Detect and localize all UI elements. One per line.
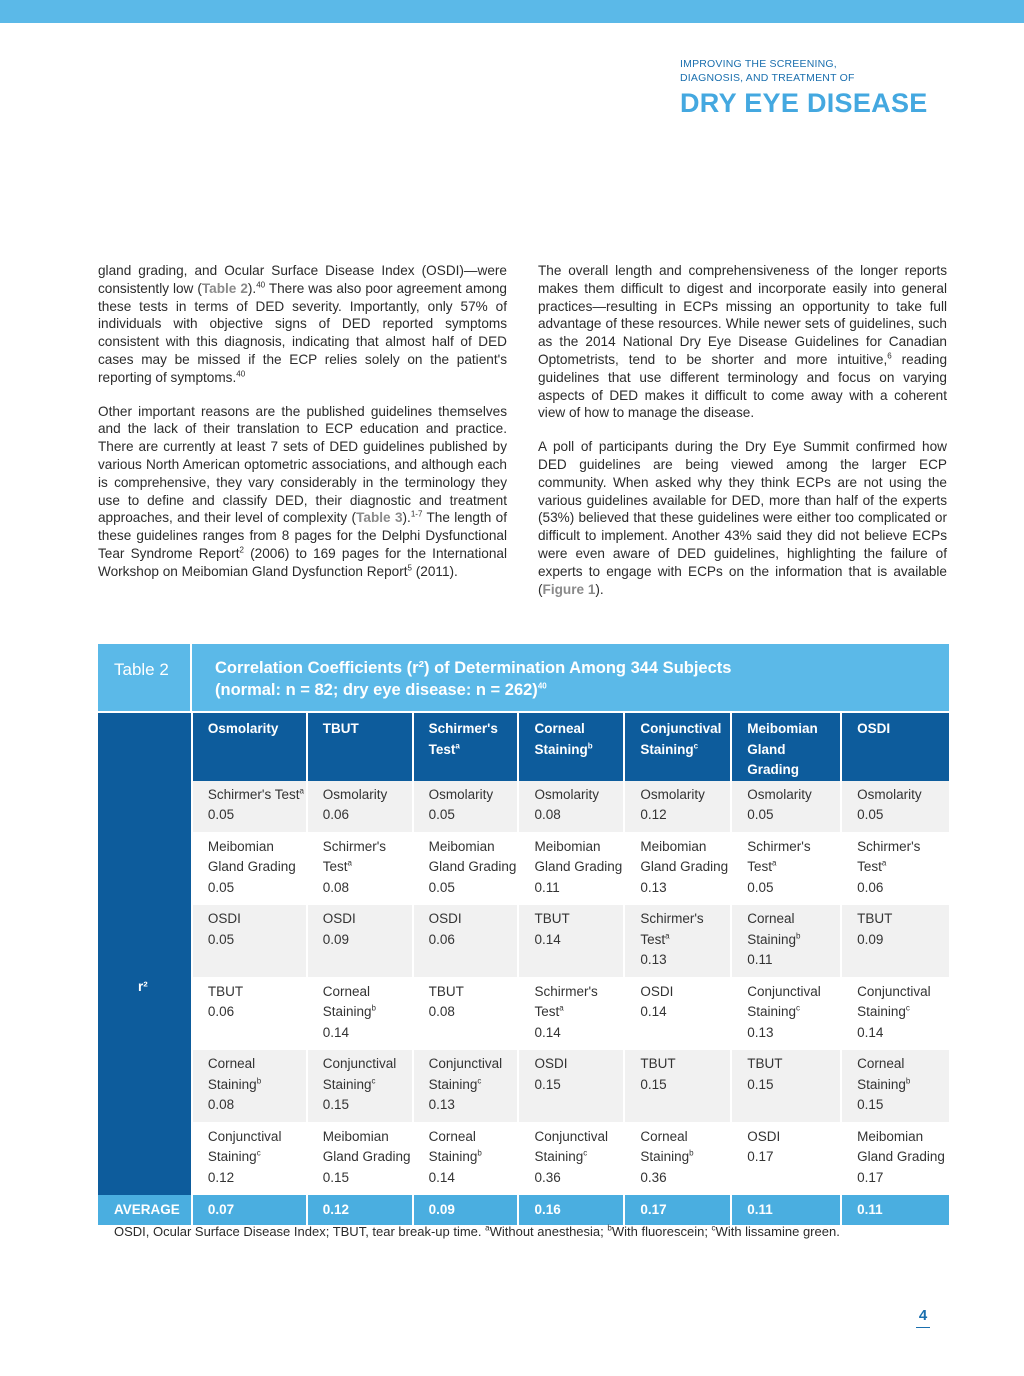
cell-value: 0.36: [534, 1169, 561, 1185]
table-title: Correlation Coefficients (r²) of Determination Among 344 Subjects (normal: n = 82; dry eye disease: n = 262)$^{40}$: [215, 659, 732, 699]
cell-value: 0.09: [322, 931, 349, 947]
header-title: DRY EYE DISEASE: [680, 88, 928, 118]
table-cell: OSDI 0.06: [413, 905, 519, 978]
table-cell: Meibomian Gland Grading 0.17: [841, 1122, 949, 1195]
table-cell: Corneal Staining$^b$ 0.14: [307, 977, 413, 1050]
table-cell: TBUT 0.15: [731, 1050, 841, 1123]
average-value: 0.17: [624, 1195, 731, 1226]
cell-value: 0.14: [857, 1024, 884, 1040]
cell-value: 0.15: [747, 1076, 774, 1092]
table-cell: Osmolarity 0.08: [518, 781, 624, 833]
table-cell: TBUT 0.09: [841, 905, 949, 978]
cell-value: 0.05: [857, 807, 884, 822]
correlation-table: [98, 713, 949, 1225]
cell-value: 0.12: [207, 1169, 235, 1185]
cell-value: 0.17: [857, 1169, 884, 1185]
header-corner: [98, 713, 192, 781]
cell-value: 0.09: [857, 931, 884, 947]
header-subtitle-line1: IMPROVING THE SCREENING,: [680, 58, 837, 70]
table-cell: Corneal Staining$^b$ 0.15: [841, 1050, 949, 1123]
table-cell: Osmolarity 0.06: [307, 781, 413, 833]
cell-value: 0.06: [207, 1004, 235, 1019]
table-cell: Meibomian Gland Grading 0.13: [624, 832, 731, 905]
title-divider: [190, 644, 192, 711]
table-cell: Schirmer's Test$^a$ 0.14: [518, 977, 624, 1050]
column-header: Conjunctival Staining$^c$: [624, 713, 731, 781]
cell-value: 0.08: [534, 807, 561, 822]
column-header: Corneal Staining$^b$: [518, 713, 624, 781]
table-cell: Corneal Staining$^b$ 0.36: [624, 1122, 731, 1195]
table-cell: Conjunctival Staining$^c$ 0.14: [841, 977, 949, 1050]
paragraph: A poll of participants during the Dry Eye Summit confirmed how DED guidelines are being viewed among the larger ECP community. When asked why they think ECPs are not using the various guidelines available for DED, more than half of the experts (53%) believed that these guidelines were either too complicated or difficult to implement. Another 43% said they did not believe ECPs were even aware of DED guidelines, highlighting the failure of experts to engage with ECPs on the information that is available (Figure 1).: [538, 439, 947, 597]
cell-value: 0.06: [322, 807, 349, 822]
table-cell: TBUT 0.08: [413, 977, 519, 1050]
cell-value: 0.14: [322, 1024, 349, 1040]
cell-value: 0.05: [207, 879, 235, 895]
table-cell: Schirmer's Test$^a$ 0.05: [731, 832, 841, 905]
row-label-r2: r²: [98, 781, 192, 1195]
publication-header: [680, 57, 980, 118]
cell-value: 0.05: [747, 807, 774, 822]
cell-value: 0.05: [747, 879, 774, 895]
average-label: AVERAGE: [98, 1195, 192, 1226]
table-cell: Schirmer's Test$^a$ 0.05: [192, 781, 307, 833]
column-header: Schirmer's Test$^a$: [413, 713, 519, 781]
table-cell: TBUT 0.06: [192, 977, 307, 1050]
page-number-underline: [916, 1327, 930, 1328]
column-header: TBUT: [307, 713, 413, 781]
table-cell: Osmolarity 0.05: [413, 781, 519, 833]
average-value: 0.16: [518, 1195, 624, 1226]
table-cell: Corneal Staining$^b$ 0.11: [731, 905, 841, 978]
table-2-link[interactable]: Table 2: [201, 280, 248, 296]
table-3-link[interactable]: Table 3: [356, 510, 403, 526]
cell-value: 0.13: [428, 1097, 455, 1112]
table-title-bar: [98, 644, 949, 711]
average-value: 0.11: [841, 1195, 949, 1226]
table-cell: OSDI 0.05: [192, 905, 307, 978]
table-row: [98, 905, 949, 978]
figure-1-link[interactable]: Figure 1: [542, 581, 596, 597]
table-cell: Conjunctival Staining$^c$ 0.13: [413, 1050, 519, 1123]
table-cell: OSDI 0.15: [518, 1050, 624, 1123]
table-cell: Schirmer's Test$^a$ 0.06: [841, 832, 949, 905]
average-value: 0.12: [307, 1195, 413, 1226]
cell-value: 0.15: [534, 1076, 561, 1092]
cell-value: 0.14: [534, 931, 561, 947]
right-text-column: [538, 262, 947, 614]
table-cell: Schirmer's Test$^a$ 0.08: [307, 832, 413, 905]
cell-value: 0.13: [640, 952, 667, 967]
cell-value: 0.15: [857, 1097, 884, 1112]
cell-value: 0.13: [747, 1024, 774, 1040]
average-row: [98, 1195, 949, 1226]
table-label: Table 2: [114, 660, 169, 679]
cell-value: 0.08: [322, 879, 349, 895]
cell-value: 0.11: [534, 879, 560, 895]
table-cell: Osmolarity 0.05: [731, 781, 841, 833]
cell-value: 0.05: [428, 807, 455, 822]
cell-value: 0.14: [534, 1024, 561, 1040]
table-cell: Osmolarity 0.12: [624, 781, 731, 833]
table-cell: OSDI 0.14: [624, 977, 731, 1050]
table-row: [98, 1050, 949, 1123]
table-cell: OSDI 0.17: [731, 1122, 841, 1195]
table-row: [98, 1122, 949, 1195]
table-cell: TBUT 0.14: [518, 905, 624, 978]
cell-value: 0.05: [207, 807, 235, 822]
cell-value: 0.05: [207, 931, 235, 947]
cell-value: 0.12: [640, 807, 667, 822]
left-text-column: [98, 262, 507, 597]
paragraph: gland grading, and Ocular Surface Disease Index (OSDI)—were consistently low (Table 2).$^{40}$ There was also poor agreement among these tests in terms of DED severity. Importantly, only 57% of individuals with objective signs of DED reported symptoms consistent with this diagnosis, indicating that almost half of DED cases may be missed if the ECP relies solely on the patient's reporting of symptoms.$^{40}$: [98, 263, 507, 385]
header-subtitle-line2: DIAGNOSIS, AND TREATMENT OF: [680, 72, 855, 84]
table-cell: Meibomian Gland Grading 0.05: [192, 832, 307, 905]
table-row: [98, 977, 949, 1050]
paragraph: The overall length and comprehensiveness of the longer reports makes them difficult to digest and incorporate easily into general practices—resulting in ECPs missing an opportunity to take full advantage of these resources. While newer sets of guidelines, such as the 2014 National Dry Eye Disease Guidelines for Canadian Optometrists, tend to be shorter and more intuitive,$^6$ reading guidelines that use different terminology and focus on varying aspects of DED makes it difficult to come away with a coherent view of how to manage the disease.: [538, 263, 948, 421]
column-header: OSDI: [841, 713, 949, 781]
average-value: 0.09: [413, 1195, 519, 1226]
table-cell: Meibomian Gland Grading 0.15: [307, 1122, 413, 1195]
cell-value: 0.08: [207, 1097, 235, 1112]
table-row: [98, 832, 949, 905]
table-cell: OSDI 0.09: [307, 905, 413, 978]
table-cell: Conjunctival Staining$^c$ 0.13: [731, 977, 841, 1050]
paragraph: Other important reasons are the published guidelines themselves and the lack of their translation to ECP education and practice. There are currently at least 7 sets of DED guidelines published by various North American optometric associations, and although each is comprehensive, they vary considerably in the terminology they use to define and classify DED, their diagnostic and treatment approaches, and their level of complexity (Table 3).$^{1-7}$ The length of these guidelines ranges from 8 pages for the Delphi Dysfunctional Tear Syndrome Report$^2$ (2006) to 169 pages for the International Workshop on Meibomian Gland Dysfunction Report$^5$ (2011).: [98, 403, 507, 579]
cell-value: 0.06: [857, 879, 884, 895]
cell-value: 0.15: [640, 1076, 667, 1092]
average-value: 0.07: [192, 1195, 307, 1226]
average-value: 0.11: [731, 1195, 841, 1226]
cell-value: 0.11: [747, 952, 773, 967]
cell-value: 0.06: [428, 931, 455, 947]
cell-value: 0.36: [640, 1169, 667, 1185]
cell-value: 0.05: [428, 879, 455, 895]
table-cell: Osmolarity 0.05: [841, 781, 949, 833]
table-row: [98, 781, 949, 833]
table-cell: Corneal Staining$^b$ 0.14: [413, 1122, 519, 1195]
column-header: Meibomian Gland Grading: [731, 713, 841, 781]
table-footnote: OSDI, Ocular Surface Disease Index; TBUT, tear break-up time. $^a$Without anesthesia; $^b$With fluorescein; $^c$With lissamine green.: [114, 1223, 840, 1239]
table-cell: Schirmer's Test$^a$ 0.13: [624, 905, 731, 978]
cell-value: 0.14: [640, 1004, 667, 1019]
table-cell: Conjunctival Staining$^c$ 0.12: [192, 1122, 307, 1195]
cell-value: 0.14: [428, 1169, 455, 1185]
table-cell: Meibomian Gland Grading 0.11: [518, 832, 624, 905]
cell-value: 0.17: [747, 1149, 774, 1164]
table-cell: TBUT 0.15: [624, 1050, 731, 1123]
table-cell: Conjunctival Staining$^c$ 0.15: [307, 1050, 413, 1123]
table-cell: Conjunctival Staining$^c$ 0.36: [518, 1122, 624, 1195]
cell-value: 0.15: [322, 1169, 349, 1185]
cell-value: 0.08: [428, 1004, 455, 1019]
cell-value: 0.13: [640, 879, 667, 895]
table-header-row: [98, 713, 949, 781]
column-header: Osmolarity: [192, 713, 307, 781]
top-color-band: [0, 0, 1024, 23]
table-cell: Meibomian Gland Grading 0.05: [413, 832, 519, 905]
cell-value: 0.15: [322, 1097, 349, 1112]
table-cell: Corneal Staining$^b$ 0.08: [192, 1050, 307, 1123]
page-number: 4: [914, 1307, 932, 1328]
